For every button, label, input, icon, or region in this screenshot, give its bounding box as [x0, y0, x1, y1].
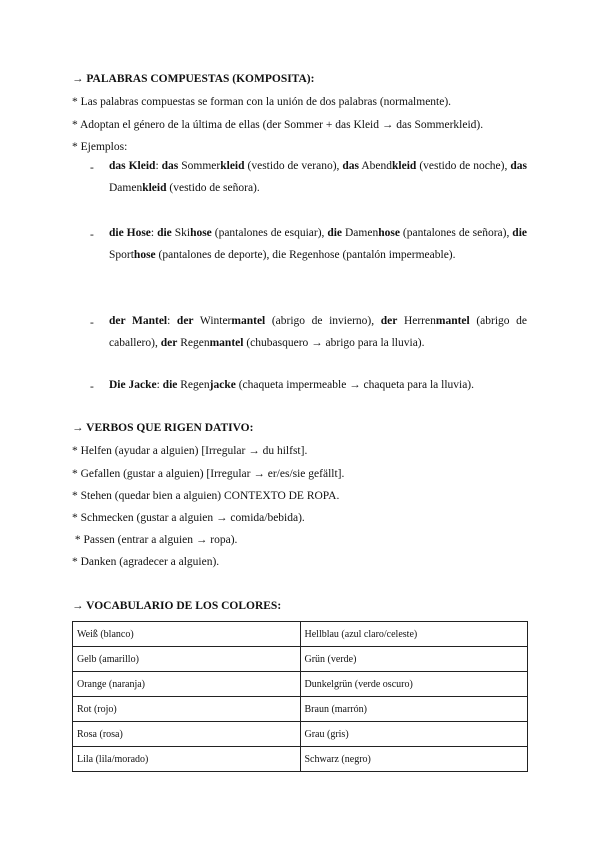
verbo-line: * Helfen (ayudar a alguien) [Irregular → du hilfst]. — [72, 445, 308, 457]
table-cell: Grün (verde) — [300, 647, 528, 672]
dash-marker: - — [90, 317, 94, 329]
table-cell: Rosa (rosa) — [73, 722, 301, 747]
dash-marker: - — [90, 381, 94, 393]
example-jacke: Die Jacke: die Regenjacke (chaqueta impermeable → chaqueta para la lluvia). — [109, 379, 475, 391]
example-kleid: das Kleid: das Sommerkleid (vestido de verano), das Abendkleid (vestido de noche), das Damenkleid (vestido de señora). — [109, 160, 527, 194]
heading-palabras-compuestas: → PALABRAS COMPUESTAS (KOMPOSITA): — [72, 73, 315, 85]
compuestas-line-2: * Adoptan el género de la última de ellas (der Sommer + das Kleid → das Sommerkleid). — [72, 119, 484, 131]
verbo-line: * Schmecken (gustar a alguien → comida/bebida). — [72, 512, 305, 524]
table-cell: Gelb (amarillo) — [73, 647, 301, 672]
dash-marker: - — [90, 229, 94, 241]
colors-table — [72, 621, 528, 772]
table-cell: Rot (rojo) — [73, 697, 301, 722]
table-cell: Schwarz (negro) — [300, 747, 528, 772]
table-row — [73, 697, 528, 722]
heading-vocabulario-colores: → VOCABULARIO DE LOS COLORES: — [72, 600, 282, 612]
table-cell: Hellblau (azul claro/celeste) — [300, 622, 528, 647]
table-cell: Dunkelgrün (verde oscuro) — [300, 672, 528, 697]
heading-verbos-dativo: → VERBOS QUE RIGEN DATIVO: — [72, 422, 254, 434]
table-row — [73, 722, 528, 747]
table-cell: Weiß (blanco) — [73, 622, 301, 647]
example-mantel: der Mantel: der Wintermantel (abrigo de invierno), der Herrenmantel (abrigo de caballero), der Regenmantel (chubasquero → abrigo para la lluvia). — [109, 315, 527, 349]
table-row — [73, 672, 528, 697]
table-row — [73, 647, 528, 672]
table-cell: Lila (lila/morado) — [73, 747, 301, 772]
table-row — [73, 622, 528, 647]
example-hose: die Hose: die Skihose (pantalones de esquiar), die Damenhose (pantalones de señora), die Sporthose (pantalones de deporte), die Regenhose (pantalón impermeable). — [109, 227, 527, 261]
dash-marker: - — [90, 162, 94, 174]
table-cell: Orange (naranja) — [73, 672, 301, 697]
table-cell: Braun (marrón) — [300, 697, 528, 722]
compuestas-line-3: * Ejemplos: — [72, 141, 128, 153]
verbo-line: * Passen (entrar a alguien → ropa). — [72, 534, 238, 546]
compuestas-line-1: * Las palabras compuestas se forman con la unión de dos palabras (normalmente). — [72, 96, 452, 108]
verbo-line: * Danken (agradecer a alguien). — [72, 556, 220, 568]
table-row — [73, 747, 528, 772]
table-cell: Grau (gris) — [300, 722, 528, 747]
verbo-line: * Gefallen (gustar a alguien) [Irregular → er/es/sie gefällt]. — [72, 468, 345, 480]
verbo-line: * Stehen (quedar bien a alguien) CONTEXTO DE ROPA. — [72, 490, 340, 502]
